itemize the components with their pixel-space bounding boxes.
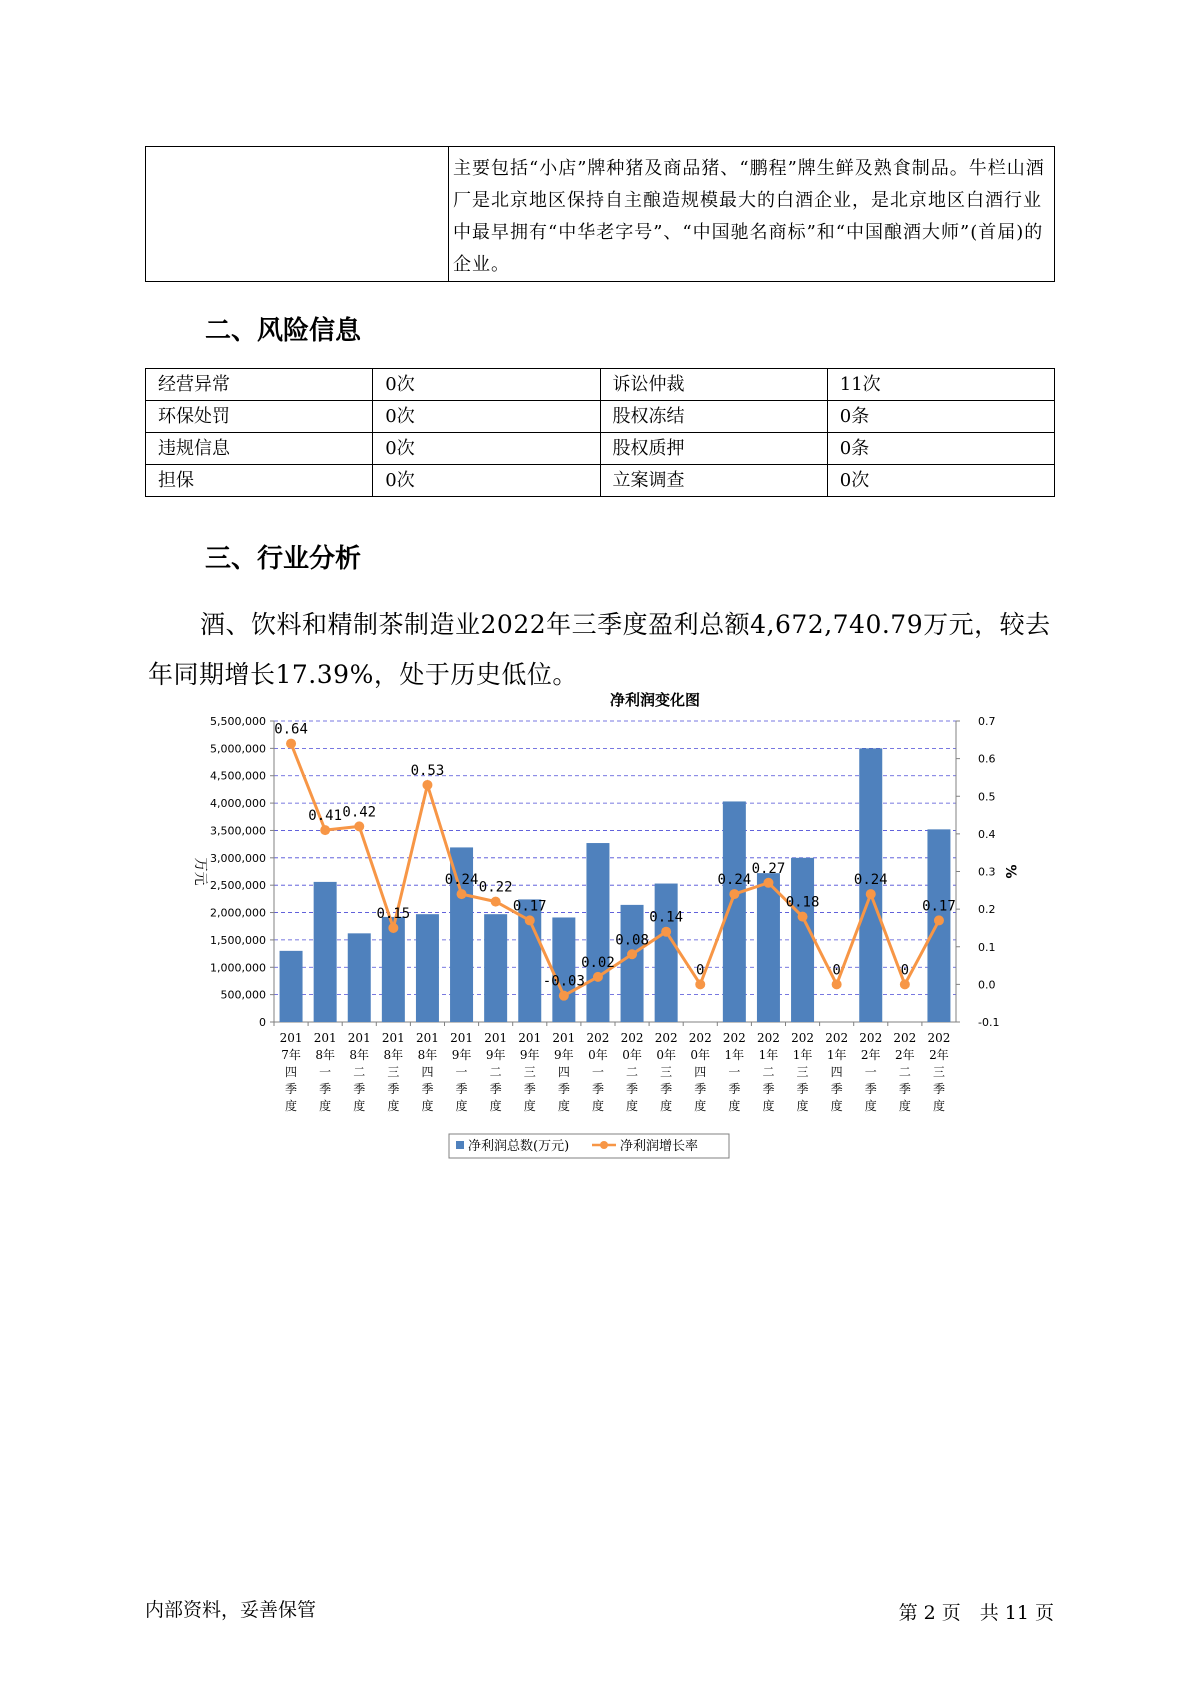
y-tick-label: 2,000,000 <box>210 906 266 920</box>
x-tick-label: 202 <box>756 1031 780 1045</box>
x-tick-label: 202 <box>825 1031 849 1045</box>
growth-data-label: 0 <box>832 962 841 979</box>
x-tick-label: 季 <box>591 1082 604 1096</box>
risk-value: 11次 <box>827 369 1054 401</box>
x-tick-label: 四 <box>557 1065 570 1079</box>
growth-point <box>525 915 535 925</box>
x-tick-label: 三 <box>796 1065 809 1079</box>
x-tick-label: 1年 <box>826 1048 847 1062</box>
bar <box>484 914 507 1022</box>
bar <box>621 905 644 1022</box>
x-tick-label: 三 <box>387 1065 400 1079</box>
x-tick-label: 二 <box>626 1065 639 1079</box>
growth-data-label: 0 <box>696 962 705 979</box>
x-tick-label: 二 <box>489 1065 502 1079</box>
y2-tick-label: 0.6 <box>978 752 996 766</box>
bar <box>552 917 575 1022</box>
growth-data-label: 0.24 <box>444 872 479 889</box>
risk-label: 违规信息 <box>146 433 373 465</box>
x-tick-label: 季 <box>864 1082 877 1096</box>
growth-data-label: 0.17 <box>512 898 547 915</box>
x-tick-label: 度 <box>387 1099 400 1113</box>
x-tick-label: 201 <box>552 1031 576 1045</box>
growth-data-label: 0.18 <box>785 894 820 911</box>
x-tick-label: 9年 <box>519 1048 540 1062</box>
x-tick-label: 季 <box>421 1082 434 1096</box>
growth-data-label: 0.14 <box>649 909 684 926</box>
x-tick-label: 度 <box>557 1099 570 1113</box>
growth-point <box>934 915 944 925</box>
growth-data-label: 0.22 <box>478 879 513 896</box>
y-tick-label: 1,000,000 <box>210 961 266 975</box>
chart-title: 净利润变化图 <box>609 691 701 709</box>
risk-value: 0次 <box>373 465 600 497</box>
y-tick-label: 500,000 <box>220 988 266 1002</box>
x-tick-label: 一 <box>728 1065 741 1079</box>
x-tick-label: 201 <box>484 1031 508 1045</box>
y-tick-label: 3,500,000 <box>210 824 266 838</box>
x-tick-label: 季 <box>762 1082 775 1096</box>
growth-data-label: 0.15 <box>376 905 411 922</box>
x-tick-label: 2年 <box>860 1048 881 1062</box>
y-tick-label: 0 <box>259 1016 266 1029</box>
x-tick-label: 度 <box>353 1099 366 1113</box>
x-tick-label: 度 <box>285 1099 298 1113</box>
x-tick-label: 季 <box>319 1082 332 1096</box>
x-tick-label: 202 <box>722 1031 746 1045</box>
growth-point <box>695 979 705 989</box>
x-tick-label: 度 <box>660 1099 673 1113</box>
growth-point <box>286 739 296 749</box>
x-tick-label: 1年 <box>724 1048 745 1062</box>
growth-data-label: 0.64 <box>274 721 308 738</box>
growth-point <box>900 979 910 989</box>
company-intro-table <box>145 146 1055 282</box>
x-tick-label: 度 <box>626 1099 639 1113</box>
x-tick-label: 1年 <box>758 1048 779 1062</box>
x-tick-label: 季 <box>523 1082 536 1096</box>
risk-row <box>146 401 1055 433</box>
bar <box>416 914 439 1022</box>
y-tick-label: 3,000,000 <box>210 851 266 865</box>
risk-label: 立案调查 <box>600 465 827 497</box>
x-tick-label: 季 <box>796 1082 809 1096</box>
x-tick-label: 度 <box>523 1099 536 1113</box>
growth-data-label: 0.53 <box>410 762 445 779</box>
risk-label: 诉讼仲裁 <box>600 369 827 401</box>
x-tick-label: 一 <box>455 1065 468 1079</box>
y-tick-label: 4,500,000 <box>210 769 266 783</box>
x-tick-label: 四 <box>285 1065 298 1079</box>
x-tick-label: 度 <box>489 1099 502 1113</box>
growth-data-label: 0.24 <box>717 872 752 889</box>
x-tick-label: 季 <box>489 1082 502 1096</box>
x-tick-label: 二 <box>762 1065 775 1079</box>
x-tick-label: 201 <box>313 1031 337 1045</box>
growth-data-label: 0.08 <box>615 932 649 949</box>
y2-tick-label: 0.2 <box>978 903 996 917</box>
footer-confidential: 内部资料，妥善保管 <box>145 1599 317 1621</box>
growth-point <box>798 912 808 922</box>
growth-data-label: -0.03 <box>542 973 585 990</box>
growth-point <box>422 780 432 790</box>
risk-section-heading: 二、风险信息 <box>205 316 362 346</box>
growth-point <box>559 991 569 1001</box>
bar <box>927 829 950 1022</box>
x-tick-label: 二 <box>353 1065 366 1079</box>
x-tick-label: 一 <box>591 1065 604 1079</box>
x-tick-label: 度 <box>762 1099 775 1113</box>
growth-data-label: 0.41 <box>308 808 343 825</box>
x-tick-label: 度 <box>932 1099 945 1113</box>
risk-row <box>146 465 1055 497</box>
y2-tick-label: -0.1 <box>978 1016 1000 1029</box>
x-tick-label: 度 <box>796 1099 809 1113</box>
y2-tick-label: 0.4 <box>978 827 996 841</box>
x-tick-label: 季 <box>557 1082 570 1096</box>
x-tick-label: 9年 <box>451 1048 472 1062</box>
x-tick-label: 0年 <box>622 1048 642 1062</box>
x-tick-label: 2年 <box>895 1048 915 1062</box>
x-tick-label: 201 <box>518 1031 542 1045</box>
x-tick-label: 季 <box>898 1082 911 1096</box>
growth-point <box>661 927 671 937</box>
x-tick-label: 度 <box>591 1099 604 1113</box>
y-tick-label: 5,500,000 <box>210 715 266 728</box>
bar <box>314 882 337 1022</box>
x-tick-label: 9年 <box>554 1048 574 1062</box>
x-tick-label: 度 <box>319 1099 332 1113</box>
growth-data-label: 0.02 <box>581 954 615 971</box>
x-tick-label: 9年 <box>485 1048 506 1062</box>
legend-bar-swatch <box>456 1141 464 1149</box>
risk-row <box>146 433 1055 465</box>
growth-point <box>593 972 603 982</box>
risk-label: 股权质押 <box>600 433 827 465</box>
bar <box>586 843 609 1022</box>
risk-label: 担保 <box>146 465 373 497</box>
growth-point <box>832 979 842 989</box>
x-tick-label: 202 <box>654 1031 678 1045</box>
x-tick-label: 一 <box>864 1065 877 1079</box>
x-tick-label: 201 <box>450 1031 474 1045</box>
intro-text-cell <box>449 147 1055 282</box>
x-tick-label: 一 <box>319 1065 332 1079</box>
risk-label: 经营异常 <box>146 369 373 401</box>
growth-point <box>627 949 637 959</box>
x-tick-label: 8年 <box>417 1048 438 1062</box>
growth-point <box>320 825 330 835</box>
x-tick-label: 季 <box>626 1082 639 1096</box>
x-tick-label: 8年 <box>349 1048 370 1062</box>
risk-value: 0次 <box>373 433 600 465</box>
y-tick-label: 4,000,000 <box>210 797 266 811</box>
growth-data-label: 0.17 <box>922 898 956 915</box>
legend-line-label: 净利润增长率 <box>620 1139 699 1154</box>
x-tick-label: 201 <box>415 1031 439 1045</box>
bar <box>280 951 303 1022</box>
bar <box>655 884 678 1022</box>
x-tick-label: 201 <box>381 1031 405 1045</box>
x-tick-label: 0年 <box>588 1048 608 1062</box>
growth-point <box>763 878 773 888</box>
x-tick-label: 8年 <box>315 1048 335 1062</box>
x-tick-label: 202 <box>893 1031 917 1045</box>
x-tick-label: 季 <box>285 1082 298 1096</box>
x-tick-label: 季 <box>728 1082 741 1096</box>
x-tick-label: 度 <box>694 1099 707 1113</box>
y2-axis-label: % <box>1002 864 1018 879</box>
y-axis-label: 万元 <box>192 857 208 886</box>
x-tick-label: 三 <box>660 1065 673 1079</box>
x-tick-label: 季 <box>455 1082 468 1096</box>
x-tick-label: 度 <box>830 1099 843 1113</box>
x-tick-label: 202 <box>586 1031 610 1045</box>
x-tick-label: 202 <box>791 1031 815 1045</box>
growth-point <box>457 889 467 899</box>
growth-point <box>491 897 501 907</box>
x-tick-label: 2年 <box>929 1048 949 1062</box>
legend-line-marker <box>600 1141 608 1149</box>
y2-tick-label: 0.1 <box>978 940 996 954</box>
y-tick-label: 5,000,000 <box>210 742 266 756</box>
risk-row <box>146 369 1055 401</box>
growth-data-label: 0.42 <box>342 804 377 821</box>
x-tick-label: 四 <box>694 1065 707 1079</box>
x-tick-label: 三 <box>523 1065 536 1079</box>
risk-value: 0条 <box>827 433 1054 465</box>
growth-point <box>866 889 876 899</box>
x-tick-label: 四 <box>421 1065 434 1079</box>
footer-page-number: 第 2 页 共 11 页 <box>898 1602 1054 1624</box>
x-tick-label: 202 <box>927 1031 951 1045</box>
x-tick-label: 度 <box>864 1099 877 1113</box>
y2-tick-label: 0.7 <box>978 715 996 728</box>
x-tick-label: 季 <box>353 1082 366 1096</box>
x-tick-label: 四 <box>830 1065 843 1079</box>
x-tick-label: 7年 <box>281 1048 301 1062</box>
industry-section-heading: 三、行业分析 <box>205 544 362 574</box>
y2-tick-label: 0.3 <box>978 865 996 879</box>
x-tick-label: 二 <box>898 1065 911 1079</box>
industry-paragraph: 酒、饮料和精制茶制造业2022年三季度盈利总额4,672,740.79万元，较去年同期增长17.39%，处于历史低位。 <box>148 610 1051 689</box>
intro-label-cell <box>146 147 449 282</box>
company-intro-text: 主要包括“小店”牌种猪及商品猪、“鹏程”牌生鲜及熟食制品。牛栏山酒厂是北京地区保持自主酿造规模最大的白酒企业，是北京地区白酒行业中最早拥有“中华老字号”、“中国驰名商标”和“中国酿酒大师”(首届)的企业。 <box>453 158 1045 275</box>
risk-label: 股权冻结 <box>600 401 827 433</box>
growth-data-label: 0.27 <box>751 860 786 877</box>
x-tick-label: 度 <box>455 1099 468 1113</box>
x-tick-label: 201 <box>279 1031 303 1045</box>
x-tick-label: 季 <box>387 1082 400 1096</box>
growth-data-label: 0.24 <box>853 872 888 889</box>
x-tick-label: 202 <box>859 1031 883 1045</box>
x-tick-label: 1年 <box>792 1048 813 1062</box>
risk-label: 环保处罚 <box>146 401 373 433</box>
growth-point <box>354 821 364 831</box>
bar <box>348 933 371 1022</box>
x-tick-label: 季 <box>660 1082 673 1096</box>
legend-bar-label: 净利润总数(万元) <box>468 1139 570 1154</box>
x-tick-label: 0年 <box>656 1048 676 1062</box>
x-tick-label: 度 <box>421 1099 434 1113</box>
risk-value: 0条 <box>827 401 1054 433</box>
x-tick-label: 季 <box>932 1082 945 1096</box>
growth-data-label: 0 <box>900 962 910 979</box>
x-tick-label: 0年 <box>690 1048 711 1062</box>
net-profit-chart <box>186 691 1026 1185</box>
risk-info-table <box>145 368 1055 497</box>
x-tick-label: 202 <box>620 1031 644 1045</box>
y2-tick-label: 0.0 <box>978 978 996 992</box>
x-tick-label: 202 <box>688 1031 712 1045</box>
x-tick-label: 三 <box>932 1065 945 1079</box>
bar <box>757 873 780 1022</box>
x-tick-label: 度 <box>898 1099 911 1113</box>
y-tick-label: 2,500,000 <box>210 879 266 893</box>
x-tick-label: 8年 <box>383 1048 404 1062</box>
growth-point <box>729 889 739 899</box>
x-tick-label: 季 <box>694 1082 707 1096</box>
risk-value: 0次 <box>373 369 600 401</box>
x-tick-label: 度 <box>728 1099 741 1113</box>
x-tick-label: 季 <box>830 1082 843 1096</box>
risk-value: 0次 <box>827 465 1054 497</box>
growth-point <box>388 923 398 933</box>
x-tick-label: 201 <box>347 1031 371 1045</box>
risk-value: 0次 <box>373 401 600 433</box>
bar <box>791 858 814 1022</box>
y2-tick-label: 0.5 <box>978 790 996 804</box>
y-tick-label: 1,500,000 <box>210 933 266 947</box>
